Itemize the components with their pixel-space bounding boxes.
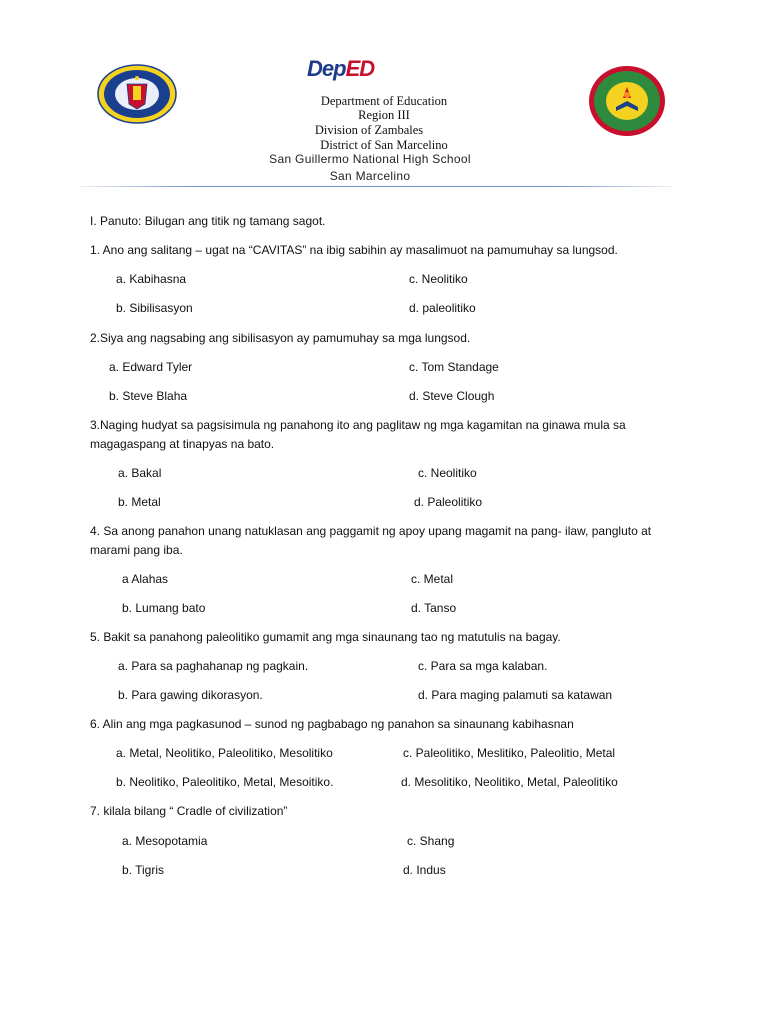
q7-option-d: d. Indus	[403, 863, 446, 877]
question-4: 4. Sa anong panahon unang natuklasan ang paggamit ng apoy upang magamit na pang- ilaw, pangluto at	[90, 524, 652, 538]
q4-option-a: a Alahas	[122, 572, 169, 586]
q7-option-b: b. Tigris	[122, 863, 165, 877]
header-divider	[80, 186, 672, 187]
header-region: Region III	[358, 108, 410, 122]
question-4-cont: marami pang iba.	[90, 543, 183, 557]
q1-option-b: b. Sibilisasyon	[116, 301, 193, 315]
q6-option-c: c. Paleolitiko, Meslitiko, Paleolitio, Metal	[403, 746, 616, 760]
q5-option-a: a. Para sa paghahanap ng pagkain.	[118, 659, 309, 673]
question-3: 3.Naging hudyat sa pagsisimula ng panahong ito ang paglitaw ng mga kagamitan na ginawa mula sa	[90, 418, 626, 432]
q7-option-a: a. Mesopotamia	[122, 834, 208, 848]
question-5: 5. Bakit sa panahong paleolitiko gumamit ang mga sinaunang tao ng matutulis na bagay.	[90, 630, 561, 644]
q7-option-c: c. Shang	[407, 834, 455, 848]
q5-option-d: d. Para maging palamuti sa katawan	[418, 688, 613, 702]
q3-option-c: c. Neolitiko	[418, 466, 477, 480]
header-school: San Guillermo National High School	[269, 152, 471, 166]
q2-option-a: a. Edward Tyler	[109, 360, 193, 374]
q4-option-b: b. Lumang bato	[122, 601, 206, 615]
header-town: San Marcelino	[329, 169, 411, 183]
q3-option-b: b. Metal	[118, 495, 161, 509]
question-2: 2.Siya ang nagsabing ang sibilisasyon ay pamumuhay sa mga lungsod.	[90, 331, 471, 345]
q2-option-d: d. Steve Clough	[409, 389, 495, 403]
q1-option-c: c. Neolitiko	[409, 272, 468, 286]
q6-option-a: a. Metal, Neolitiko, Paleolitiko, Mesolitiko	[116, 746, 333, 760]
question-1: 1. Ano ang salitang – ugat na “CAVITAS” na ibig sabihin ay masalimuot na pamumuhay sa lungsod.	[90, 243, 618, 257]
q5-option-c: c. Para sa mga kalaban.	[418, 659, 548, 673]
q3-option-a: a. Bakal	[118, 466, 162, 480]
header-division: Division of Zambales	[314, 123, 424, 137]
question-3-cont: magagaspang at tinapyas na bato.	[90, 437, 275, 451]
question-6: 6. Alin ang mga pagkasunod – sunod ng pagbabago ng panahon sa sinaunang kabihasnan	[90, 717, 574, 731]
header-district: District of San Marcelino	[320, 138, 448, 152]
deped-logo-text: DepED	[307, 56, 375, 81]
q5-option-b: b. Para gawing dikorasyon.	[118, 688, 263, 702]
q4-option-d: d. Tanso	[411, 601, 457, 615]
instructions: I. Panuto: Bilugan ang titik ng tamang sagot.	[90, 214, 326, 228]
header-department: Department of Education	[320, 94, 448, 108]
q4-option-c: c. Metal	[411, 572, 454, 586]
question-7: 7. kilala bilang “ Cradle of civilization”	[90, 804, 288, 818]
q1-option-d: d. paleolitiko	[409, 301, 476, 315]
q2-option-b: b. Steve Blaha	[109, 389, 188, 403]
q1-option-a: a. Kabihasna	[116, 272, 187, 286]
deped-logo	[307, 58, 434, 82]
q6-option-b: b. Neolitiko, Paleolitiko, Metal, Mesoitiko.	[116, 775, 334, 789]
q3-option-d: d. Paleolitiko	[414, 495, 483, 509]
q2-option-c: c. Tom Standage	[409, 360, 499, 374]
q6-option-d: d. Mesolitiko, Neolitiko, Metal, Paleolitiko	[401, 775, 618, 789]
